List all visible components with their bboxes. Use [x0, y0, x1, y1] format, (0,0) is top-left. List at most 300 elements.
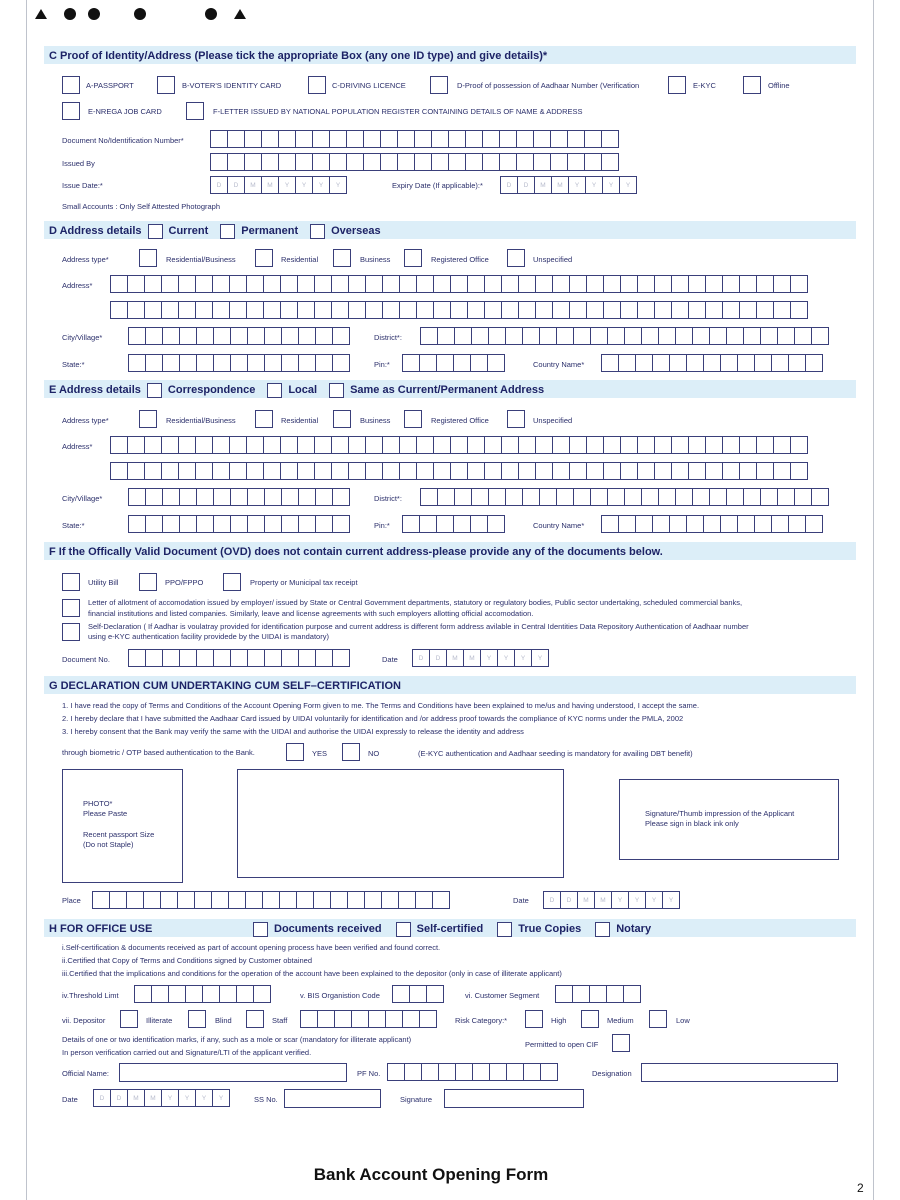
char-cell[interactable] [688, 436, 706, 454]
char-cell[interactable] [262, 891, 280, 909]
char-cell[interactable] [453, 354, 471, 372]
char-cell[interactable] [433, 462, 451, 480]
char-cell[interactable]: D [560, 891, 578, 909]
char-cell[interactable] [402, 515, 420, 533]
char-cell[interactable] [298, 488, 316, 506]
char-cell[interactable] [726, 327, 744, 345]
char-cell[interactable] [365, 436, 383, 454]
checkbox-permitted-cif[interactable] [612, 1034, 630, 1052]
char-cell[interactable] [637, 301, 655, 319]
char-cell[interactable] [281, 488, 299, 506]
char-cell[interactable] [253, 985, 271, 1003]
char-cell[interactable] [162, 515, 180, 533]
char-cell[interactable] [404, 1063, 422, 1081]
char-cell[interactable] [675, 327, 693, 345]
checkbox-business[interactable] [333, 249, 351, 267]
char-cell[interactable] [590, 327, 608, 345]
char-cell[interactable] [722, 301, 740, 319]
char-cell[interactable] [409, 985, 427, 1003]
char-cell[interactable] [314, 301, 332, 319]
char-cell[interactable] [382, 301, 400, 319]
char-cell[interactable] [313, 891, 331, 909]
char-cell[interactable] [128, 327, 146, 345]
char-cell[interactable] [385, 1010, 403, 1028]
char-cell[interactable] [179, 515, 197, 533]
char-cell[interactable]: Y [531, 649, 549, 667]
char-cell[interactable]: Y [568, 176, 586, 194]
char-cell[interactable] [467, 275, 485, 293]
char-cell[interactable] [315, 515, 333, 533]
char-cell[interactable] [584, 130, 602, 148]
char-cell[interactable]: Y [619, 176, 637, 194]
char-cell[interactable] [281, 354, 299, 372]
char-cell[interactable] [161, 462, 179, 480]
char-cell[interactable]: Y [178, 1089, 196, 1107]
checkbox-voter-id[interactable] [157, 76, 175, 94]
char-cell[interactable] [151, 985, 169, 1003]
char-cell[interactable] [601, 354, 619, 372]
char-cell[interactable] [618, 354, 636, 372]
char-cell[interactable] [332, 327, 350, 345]
char-cell[interactable] [330, 891, 348, 909]
char-cell[interactable] [505, 488, 523, 506]
char-cell[interactable] [671, 301, 689, 319]
checkbox-residential[interactable] [255, 410, 273, 428]
char-cell[interactable] [790, 301, 808, 319]
char-cell[interactable] [92, 891, 110, 909]
char-cell[interactable] [601, 130, 619, 148]
char-cell[interactable] [518, 301, 536, 319]
char-cell[interactable] [658, 488, 676, 506]
char-cell[interactable] [790, 436, 808, 454]
char-cell[interactable] [437, 327, 455, 345]
char-cell[interactable] [196, 649, 214, 667]
char-cell[interactable] [127, 275, 145, 293]
char-cell[interactable] [539, 327, 557, 345]
char-cell[interactable]: M [594, 891, 612, 909]
char-cell[interactable] [550, 130, 568, 148]
char-cell[interactable] [601, 515, 619, 533]
char-cell[interactable] [414, 153, 432, 171]
char-cell[interactable] [467, 462, 485, 480]
char-cell[interactable] [348, 436, 366, 454]
checkbox-driving-licence[interactable] [308, 76, 326, 94]
char-cell[interactable] [264, 354, 282, 372]
char-cell[interactable] [127, 462, 145, 480]
issue-date-field[interactable] [210, 176, 346, 194]
char-cell[interactable] [278, 130, 296, 148]
checkbox-residential[interactable] [255, 249, 273, 267]
char-cell[interactable] [586, 275, 604, 293]
char-cell[interactable] [402, 354, 420, 372]
char-cell[interactable] [263, 301, 281, 319]
char-cell[interactable]: M [446, 649, 464, 667]
char-cell[interactable] [245, 891, 263, 909]
char-cell[interactable] [110, 301, 128, 319]
char-cell[interactable] [380, 130, 398, 148]
char-cell[interactable] [454, 488, 472, 506]
char-cell[interactable] [263, 462, 281, 480]
char-cell[interactable] [688, 462, 706, 480]
char-cell[interactable] [246, 436, 264, 454]
char-cell[interactable]: D [93, 1089, 111, 1107]
checkbox-ekyc[interactable] [668, 76, 686, 94]
char-cell[interactable] [399, 436, 417, 454]
char-cell[interactable] [567, 130, 585, 148]
char-cell[interactable] [145, 488, 163, 506]
char-cell[interactable] [211, 891, 229, 909]
char-cell[interactable] [143, 891, 161, 909]
customer-segment-field[interactable] [555, 985, 640, 1003]
char-cell[interactable] [773, 436, 791, 454]
char-cell[interactable]: M [463, 649, 481, 667]
char-cell[interactable] [533, 153, 551, 171]
checkbox-risk-low[interactable] [649, 1010, 667, 1028]
char-cell[interactable] [618, 515, 636, 533]
char-cell[interactable] [177, 891, 195, 909]
char-cell[interactable] [569, 301, 587, 319]
char-cell[interactable] [573, 488, 591, 506]
char-cell[interactable]: Y [602, 176, 620, 194]
char-cell[interactable] [754, 515, 772, 533]
char-cell[interactable] [210, 130, 228, 148]
char-cell[interactable] [178, 462, 196, 480]
char-cell[interactable] [416, 462, 434, 480]
char-cell[interactable]: M [144, 1089, 162, 1107]
char-cell[interactable] [471, 327, 489, 345]
char-cell[interactable]: D [429, 649, 447, 667]
char-cell[interactable] [280, 275, 298, 293]
checkbox-aadhaar[interactable] [430, 76, 448, 94]
char-cell[interactable] [195, 275, 213, 293]
char-cell[interactable] [127, 301, 145, 319]
char-cell[interactable] [569, 275, 587, 293]
char-cell[interactable]: D [517, 176, 535, 194]
char-cell[interactable] [145, 354, 163, 372]
char-cell[interactable] [433, 436, 451, 454]
char-cell[interactable] [230, 354, 248, 372]
char-cell[interactable] [145, 327, 163, 345]
pin-field[interactable] [402, 515, 504, 533]
char-cell[interactable] [298, 515, 316, 533]
char-cell[interactable] [484, 436, 502, 454]
char-cell[interactable] [426, 985, 444, 1003]
char-cell[interactable] [331, 462, 349, 480]
char-cell[interactable] [467, 436, 485, 454]
char-cell[interactable] [281, 327, 299, 345]
pf-number-field[interactable] [387, 1063, 557, 1081]
char-cell[interactable] [368, 1010, 386, 1028]
char-cell[interactable] [278, 153, 296, 171]
checkbox-documents-received[interactable] [253, 922, 268, 937]
staff-id-field[interactable] [300, 1010, 436, 1028]
char-cell[interactable]: D [110, 1089, 128, 1107]
char-cell[interactable] [347, 891, 365, 909]
char-cell[interactable] [416, 301, 434, 319]
char-cell[interactable] [380, 153, 398, 171]
char-cell[interactable] [416, 436, 434, 454]
char-cell[interactable] [624, 327, 642, 345]
char-cell[interactable] [263, 436, 281, 454]
char-cell[interactable]: M [551, 176, 569, 194]
char-cell[interactable] [705, 462, 723, 480]
checkbox-utility-bill[interactable] [62, 573, 80, 591]
char-cell[interactable] [246, 301, 264, 319]
char-cell[interactable] [280, 436, 298, 454]
char-cell[interactable] [348, 462, 366, 480]
char-cell[interactable] [450, 275, 468, 293]
char-cell[interactable]: Y [312, 176, 330, 194]
char-cell[interactable] [556, 488, 574, 506]
char-cell[interactable] [455, 1063, 473, 1081]
char-cell[interactable] [126, 891, 144, 909]
char-cell[interactable] [487, 515, 505, 533]
char-cell[interactable] [195, 462, 213, 480]
char-cell[interactable] [811, 488, 829, 506]
char-cell[interactable]: M [127, 1089, 145, 1107]
char-cell[interactable]: D [227, 176, 245, 194]
char-cell[interactable] [737, 354, 755, 372]
char-cell[interactable] [332, 515, 350, 533]
char-cell[interactable] [488, 327, 506, 345]
char-cell[interactable] [448, 130, 466, 148]
char-cell[interactable] [794, 327, 812, 345]
char-cell[interactable] [315, 649, 333, 667]
char-cell[interactable] [264, 515, 282, 533]
char-cell[interactable] [246, 462, 264, 480]
checkbox-unspecified[interactable] [507, 249, 525, 267]
char-cell[interactable] [431, 130, 449, 148]
char-cell[interactable] [346, 130, 364, 148]
char-cell[interactable] [298, 354, 316, 372]
char-cell[interactable] [109, 891, 127, 909]
char-cell[interactable] [185, 985, 203, 1003]
char-cell[interactable] [247, 354, 265, 372]
char-cell[interactable] [296, 891, 314, 909]
checkbox-overseas[interactable] [310, 224, 325, 239]
char-cell[interactable] [584, 153, 602, 171]
char-cell[interactable]: D [412, 649, 430, 667]
char-cell[interactable] [144, 275, 162, 293]
checkbox-true-copies[interactable] [497, 922, 512, 937]
char-cell[interactable] [295, 153, 313, 171]
bis-code-field[interactable] [392, 985, 443, 1003]
char-cell[interactable]: D [543, 891, 561, 909]
char-cell[interactable] [213, 649, 231, 667]
char-cell[interactable] [550, 153, 568, 171]
checkbox-unspecified[interactable] [507, 410, 525, 428]
district-field[interactable] [420, 488, 828, 506]
char-cell[interactable] [671, 462, 689, 480]
char-cell[interactable] [437, 488, 455, 506]
char-cell[interactable] [652, 515, 670, 533]
char-cell[interactable] [811, 327, 829, 345]
checkbox-yes[interactable] [286, 743, 304, 761]
char-cell[interactable] [247, 327, 265, 345]
char-cell[interactable] [623, 985, 641, 1003]
char-cell[interactable] [535, 275, 553, 293]
char-cell[interactable] [144, 436, 162, 454]
char-cell[interactable] [213, 515, 231, 533]
char-cell[interactable] [420, 488, 438, 506]
char-cell[interactable] [300, 1010, 318, 1028]
char-cell[interactable] [363, 130, 381, 148]
char-cell[interactable] [555, 985, 573, 1003]
char-cell[interactable] [134, 985, 152, 1003]
char-cell[interactable] [331, 275, 349, 293]
country-field[interactable] [601, 354, 822, 372]
issued-by-field[interactable] [210, 153, 618, 171]
char-cell[interactable] [297, 436, 315, 454]
char-cell[interactable] [236, 985, 254, 1003]
char-cell[interactable] [688, 301, 706, 319]
char-cell[interactable] [722, 275, 740, 293]
char-cell[interactable] [281, 649, 299, 667]
char-cell[interactable] [606, 985, 624, 1003]
char-cell[interactable] [450, 301, 468, 319]
char-cell[interactable] [488, 488, 506, 506]
checkbox-residential-business[interactable] [139, 249, 157, 267]
char-cell[interactable]: Y [295, 176, 313, 194]
char-cell[interactable] [332, 488, 350, 506]
char-cell[interactable] [329, 153, 347, 171]
char-cell[interactable] [195, 301, 213, 319]
char-cell[interactable] [298, 649, 316, 667]
char-cell[interactable]: D [210, 176, 228, 194]
char-cell[interactable] [556, 327, 574, 345]
char-cell[interactable] [264, 649, 282, 667]
char-cell[interactable] [709, 327, 727, 345]
char-cell[interactable]: M [261, 176, 279, 194]
char-cell[interactable] [590, 488, 608, 506]
char-cell[interactable] [771, 515, 789, 533]
char-cell[interactable] [686, 515, 704, 533]
char-cell[interactable] [230, 327, 248, 345]
char-cell[interactable] [756, 436, 774, 454]
char-cell[interactable] [297, 301, 315, 319]
char-cell[interactable] [737, 515, 755, 533]
char-cell[interactable] [739, 462, 757, 480]
checkbox-local[interactable] [267, 383, 282, 398]
char-cell[interactable] [624, 488, 642, 506]
char-cell[interactable] [196, 488, 214, 506]
char-cell[interactable] [756, 275, 774, 293]
char-cell[interactable] [722, 436, 740, 454]
char-cell[interactable] [228, 891, 246, 909]
char-cell[interactable]: M [244, 176, 262, 194]
char-cell[interactable] [516, 153, 534, 171]
state-field[interactable] [128, 515, 349, 533]
district-field[interactable] [420, 327, 828, 345]
char-cell[interactable] [567, 153, 585, 171]
char-cell[interactable] [754, 354, 772, 372]
char-cell[interactable] [739, 301, 757, 319]
char-cell[interactable] [722, 462, 740, 480]
char-cell[interactable] [420, 327, 438, 345]
char-cell[interactable] [467, 301, 485, 319]
char-cell[interactable] [213, 327, 231, 345]
h-date-field[interactable] [93, 1089, 229, 1107]
char-cell[interactable] [229, 301, 247, 319]
char-cell[interactable] [703, 354, 721, 372]
char-cell[interactable] [144, 301, 162, 319]
char-cell[interactable] [212, 301, 230, 319]
char-cell[interactable] [351, 1010, 369, 1028]
checkbox-no[interactable] [342, 743, 360, 761]
char-cell[interactable] [607, 327, 625, 345]
char-cell[interactable] [421, 1063, 439, 1081]
char-cell[interactable] [212, 462, 230, 480]
char-cell[interactable] [669, 515, 687, 533]
char-cell[interactable] [501, 275, 519, 293]
checkbox-blind[interactable] [188, 1010, 206, 1028]
char-cell[interactable] [506, 1063, 524, 1081]
char-cell[interactable]: D [500, 176, 518, 194]
char-cell[interactable] [465, 130, 483, 148]
char-cell[interactable] [522, 488, 540, 506]
char-cell[interactable] [162, 488, 180, 506]
char-cell[interactable] [387, 1063, 405, 1081]
checkbox-business[interactable] [333, 410, 351, 428]
char-cell[interactable] [540, 1063, 558, 1081]
char-cell[interactable] [692, 488, 710, 506]
char-cell[interactable] [178, 436, 196, 454]
char-cell[interactable] [331, 301, 349, 319]
char-cell[interactable] [315, 488, 333, 506]
char-cell[interactable] [195, 436, 213, 454]
char-cell[interactable] [194, 891, 212, 909]
char-cell[interactable] [178, 301, 196, 319]
char-cell[interactable] [145, 515, 163, 533]
char-cell[interactable] [261, 130, 279, 148]
checkbox-residential-business[interactable] [139, 410, 157, 428]
checkbox-allotment-letter[interactable] [62, 599, 80, 617]
city-field[interactable] [128, 488, 349, 506]
char-cell[interactable] [501, 462, 519, 480]
char-cell[interactable] [569, 462, 587, 480]
f-doc-number-field[interactable] [128, 649, 349, 667]
h-signature-field[interactable] [444, 1089, 584, 1108]
char-cell[interactable] [431, 153, 449, 171]
char-cell[interactable] [297, 462, 315, 480]
ss-number-field[interactable] [284, 1089, 381, 1108]
char-cell[interactable] [739, 436, 757, 454]
char-cell[interactable] [777, 327, 795, 345]
char-cell[interactable] [161, 436, 179, 454]
char-cell[interactable] [552, 301, 570, 319]
char-cell[interactable] [516, 130, 534, 148]
char-cell[interactable] [454, 327, 472, 345]
char-cell[interactable] [760, 327, 778, 345]
char-cell[interactable] [620, 436, 638, 454]
char-cell[interactable] [247, 488, 265, 506]
char-cell[interactable] [705, 301, 723, 319]
char-cell[interactable] [399, 462, 417, 480]
char-cell[interactable] [773, 462, 791, 480]
char-cell[interactable]: Y [161, 1089, 179, 1107]
char-cell[interactable] [518, 436, 536, 454]
char-cell[interactable] [168, 985, 186, 1003]
char-cell[interactable] [315, 327, 333, 345]
char-cell[interactable]: Y [645, 891, 663, 909]
char-cell[interactable] [438, 1063, 456, 1081]
char-cell[interactable] [162, 649, 180, 667]
char-cell[interactable] [652, 354, 670, 372]
char-cell[interactable] [210, 153, 228, 171]
char-cell[interactable] [569, 436, 587, 454]
address-line-2-field[interactable] [110, 462, 807, 480]
char-cell[interactable] [705, 275, 723, 293]
